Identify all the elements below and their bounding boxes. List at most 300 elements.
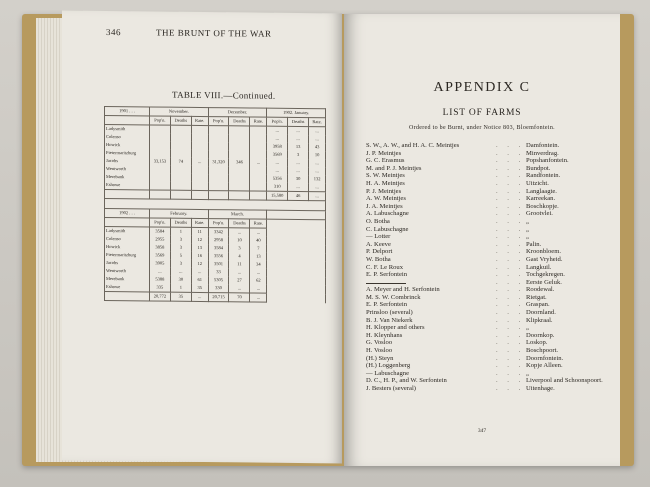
table-cell: ... [267, 126, 288, 135]
table-cell: 43 [309, 143, 326, 151]
table-cell: 3569 [149, 251, 170, 259]
table-place-name: Colenso [105, 235, 150, 243]
farm-name: „ [526, 217, 529, 225]
table-total-cell: ... [309, 192, 326, 201]
farm-name: Karreekan. [526, 195, 556, 203]
leader-dots: . . . [496, 362, 525, 370]
table-cell: 27 [229, 276, 250, 284]
farm-owner: (H.) Loggenberg [366, 362, 411, 370]
table-cell: 62 [250, 277, 267, 285]
table-cell [170, 174, 191, 182]
table-cell [250, 126, 267, 135]
table-cell: 61 [191, 276, 208, 284]
table-column-header: Deaths [229, 117, 250, 126]
table-cell [149, 165, 170, 173]
table-cell [229, 150, 250, 158]
table-cell [170, 134, 191, 142]
farm-owner: Prinsloo (several) [366, 309, 413, 317]
table-cell [191, 182, 208, 191]
farm-list-item [366, 256, 616, 264]
table-caption: TABLE VIII.—Continued. [172, 89, 276, 101]
farm-owner: C. F. Le Roux [366, 263, 404, 271]
table-place-name: Merebank [105, 173, 150, 181]
leader-dots: . . . [496, 278, 525, 286]
table-cell: ... [191, 158, 208, 166]
leader-dots: . . . [496, 369, 525, 377]
table-place-name: Jacobs [105, 157, 150, 165]
table-cell: 4 [229, 252, 250, 260]
table-column-header: Rate. [250, 117, 267, 126]
table-cell: 40 [250, 237, 267, 245]
table-cell [229, 142, 250, 150]
leader-dots: . . . [496, 271, 525, 279]
farm-owner: P. Delport [366, 248, 393, 256]
table-cell: ... [267, 167, 288, 175]
farm-name: Langkuil. [526, 263, 552, 271]
table-year-cell: 1901 . . . [105, 106, 150, 115]
table-cell [149, 125, 170, 134]
table-column-header: Rate. [191, 116, 208, 125]
farm-owner: — Lotter [366, 233, 391, 241]
table-cell: ... [288, 183, 309, 192]
table-cell: 13 [288, 143, 309, 151]
table-cell: ... [309, 159, 326, 167]
table-cell: ... [229, 284, 250, 293]
table-cell: 3584 [149, 227, 170, 236]
table-total-cell [208, 191, 229, 200]
leader-dots: . . . [496, 233, 525, 241]
table-cell: 74 [170, 158, 191, 166]
table-cell: ... [309, 135, 326, 143]
table-cell: 132 [309, 175, 326, 183]
farm-list-item [366, 294, 616, 302]
table-cell [250, 143, 267, 151]
table-cell: 5 [170, 252, 191, 260]
running-head [98, 26, 338, 39]
farm-list-item [366, 385, 616, 393]
table-cell: ... [288, 159, 309, 167]
farm-list-item [366, 347, 616, 355]
farm-list-item [366, 355, 616, 363]
table-cell: 3858 [149, 243, 170, 251]
table-cell [250, 135, 267, 143]
page-number: 346 [106, 26, 121, 38]
table-cell: ... [191, 268, 208, 276]
table-cell [170, 150, 191, 158]
table-cell: 16 [191, 252, 208, 260]
farm-list-item [366, 301, 616, 309]
farm-name: „ [526, 233, 529, 241]
farm-name: Tochgekregen. [526, 271, 565, 279]
table-cell: 2955 [149, 235, 170, 243]
farm-name: Bundpot. [526, 164, 551, 172]
leader-dots: . . . [496, 187, 525, 195]
table-cell: 3501 [208, 260, 229, 268]
running-head-title: THE BRUNT OF THE WAR [156, 27, 272, 39]
table-cell: 3 [170, 236, 191, 244]
farm-list-item [366, 264, 616, 272]
table-cell [105, 115, 150, 124]
table-cell: 11 [191, 227, 208, 236]
leader-dots: . . . [496, 195, 525, 203]
table-cell [208, 126, 229, 135]
table-total-cell: 70 [229, 293, 250, 302]
leader-dots: . . . [496, 164, 525, 172]
farm-owner: J. Besters (several) [366, 385, 416, 392]
leader-dots: . . . [496, 157, 525, 165]
table-cell [208, 150, 229, 158]
table-total-cell: 35 [170, 292, 191, 301]
folio: 347 [477, 428, 487, 434]
farm-name: Grootvlei. [526, 210, 553, 218]
table-place-name: Merebank [105, 275, 150, 283]
table-cell: 13 [250, 253, 267, 261]
farm-owner: J. P. Meintjes [366, 149, 402, 157]
farm-list [366, 142, 616, 393]
farm-list-item [366, 324, 616, 332]
table-cell: ... [288, 126, 309, 135]
table-cell [229, 174, 250, 182]
farm-name: Minverdrag. [526, 149, 559, 157]
farm-name: Kopje Alleen. [526, 362, 563, 370]
table-cell: 3584 [208, 244, 229, 252]
table-cell [208, 142, 229, 150]
farm-owner [366, 279, 406, 284]
farm-list-item [366, 233, 616, 241]
farm-list-item [366, 370, 616, 378]
table-place-name: Pietermaritzburg [105, 149, 150, 157]
farm-owner: E. P. Serfontein [366, 271, 408, 279]
table-total-row [105, 291, 326, 302]
table-cell: 335 [149, 283, 170, 292]
table-cell [250, 183, 267, 192]
farm-name: Uitzicht. [526, 179, 549, 187]
table-cell [229, 166, 250, 174]
farm-name: Klipkraal. [526, 316, 553, 324]
farm-owner: H. Klopper and others [366, 324, 425, 332]
table-cell [250, 151, 267, 159]
table-place-name: Jacobs [105, 259, 150, 267]
farm-list-item [366, 142, 616, 150]
leader-dots: . . . [496, 385, 525, 392]
leader-dots: . . . [496, 316, 525, 324]
table-column-header: Deaths [170, 218, 191, 227]
leader-dots: . . . [496, 309, 525, 317]
farm-owner: S. W., A. W., and H. A. C. Meintjes [366, 142, 460, 149]
table-column-header: Pop'n. [149, 218, 170, 227]
table-column-header: Pop'n. [208, 219, 229, 228]
table-cell: 7 [250, 245, 267, 253]
table-cell [191, 125, 208, 134]
leader-dots: . . . [496, 142, 525, 149]
table-cell: 5356 [267, 175, 288, 183]
table-cell: 33 [208, 268, 229, 276]
farm-name: „ [526, 369, 529, 377]
leader-dots: . . . [496, 324, 525, 332]
table-column-header: Rate. [309, 118, 326, 127]
table-column-header: Pop'n. [267, 117, 288, 126]
table-place-name: Eshowe [105, 283, 150, 292]
leader-dots: . . . [496, 149, 525, 157]
table-cell: 5388 [149, 275, 170, 283]
leader-dots: . . . [496, 202, 525, 210]
farm-owner: A. Labuschagne [366, 210, 409, 218]
table-cell [208, 182, 229, 191]
table-cell: 10 [229, 236, 250, 244]
table-month-header: November. [149, 107, 208, 117]
table-total-cell: 20,715 [208, 293, 229, 302]
farm-list-item [366, 195, 616, 203]
farm-name: Langlaagte. [526, 187, 557, 195]
farm-owner: H. A. Meintjes [366, 179, 405, 187]
table-cell: ... [149, 267, 170, 275]
farm-list-item [366, 218, 616, 226]
table-cell: 1 [170, 284, 191, 293]
leader-dots: . . . [496, 377, 525, 385]
farm-name: Doornland. [526, 309, 556, 317]
farm-owner: D. C., H. P., and W. Serfontein [366, 377, 447, 385]
list-title: LIST OF FARMS [442, 108, 522, 118]
table-cell [208, 174, 229, 182]
ordered-line: Ordered to be Burnt, under Notice 803, Bloemfontein. [409, 125, 555, 131]
farm-list-item [366, 377, 616, 385]
farm-list-item [366, 210, 616, 218]
table-cell [149, 141, 170, 149]
farm-name: Roodewal. [526, 286, 555, 294]
table-place-name: Ladysmith [105, 124, 150, 133]
farm-owner: (H.) Steyn [366, 354, 394, 362]
table-column-header: Pop'n. [149, 116, 170, 125]
table-cell: 3 [170, 260, 191, 268]
farm-name: „ [526, 225, 529, 233]
table-total-cell [250, 191, 267, 200]
table-cell: ... [267, 135, 288, 143]
appendix-title: APPENDIX C [433, 80, 531, 95]
table-total-cell: ... [191, 292, 208, 301]
leader-dots: . . . [496, 301, 525, 309]
table-place-name: Wentworth [105, 267, 150, 275]
farm-name: Graspan. [526, 301, 550, 309]
farm-list-item [366, 172, 616, 180]
farm-list-item [366, 317, 616, 325]
table-cell: 1 [170, 227, 191, 236]
table-place-name: Howick [105, 243, 150, 251]
table-cell [105, 189, 150, 198]
farm-owner: G. C. Erasmus [366, 157, 405, 165]
right-page [344, 14, 620, 466]
table-cell [149, 173, 170, 181]
table-cell: 330 [208, 284, 229, 293]
table-cell [250, 175, 267, 183]
table-cell [229, 126, 250, 135]
table-cell: ... [288, 135, 309, 143]
table-cell: ... [309, 167, 326, 175]
leader-dots: . . . [496, 263, 525, 271]
table-year-cell: 1902 . . . [105, 208, 150, 217]
farm-owner: A. Keeve [366, 240, 391, 248]
table-total-cell [149, 190, 170, 199]
farm-owner: A. Meyer and H. Serfontein [366, 286, 440, 294]
table-month-header: March. [208, 210, 267, 220]
farm-owner: G. Vosloo [366, 339, 393, 347]
table-month-header: February. [149, 209, 208, 219]
table-cell [105, 291, 150, 300]
table-cell [191, 150, 208, 158]
table-cell: ... [309, 127, 326, 136]
table-cell: ... [250, 285, 267, 294]
table-cell [250, 167, 267, 175]
farm-list-item [366, 362, 616, 370]
table-month-header: 1902. January. [267, 108, 326, 118]
farm-name: Doornkop. [526, 331, 555, 339]
table-column-header: Rate. [191, 218, 208, 227]
farm-list-item [366, 271, 616, 279]
table-cell: 3556 [208, 252, 229, 260]
table-cell: 12 [191, 236, 208, 244]
leader-dots: . . . [496, 255, 525, 263]
table-place-name: Pietermaritzburg [105, 251, 150, 259]
table-place-name: Eshowe [105, 181, 150, 190]
table-cell [149, 181, 170, 190]
table-cell: 35 [191, 284, 208, 293]
table-cell [191, 142, 208, 150]
leader-dots: . . . [496, 286, 525, 294]
table-place-name: Wentworth [105, 165, 150, 173]
table-cell: 3905 [149, 259, 170, 267]
leader-dots: . . . [496, 248, 525, 256]
farm-list-item [366, 332, 616, 340]
table-month-header: December. [208, 108, 267, 118]
table-cell [229, 134, 250, 142]
farm-owner: H. Kleynhans [366, 331, 403, 339]
table-cell: ... [250, 269, 267, 277]
table-cell [170, 142, 191, 150]
table-total-cell [229, 191, 250, 200]
farm-name: Palin. [526, 240, 542, 248]
farm-list-item [366, 165, 616, 173]
farm-list-item [366, 286, 616, 294]
farm-name: Randfontein. [526, 172, 561, 180]
farm-name: Kroonbloem. [526, 248, 561, 256]
table-cell [170, 125, 191, 134]
farm-name: Boschkopje. [526, 202, 559, 210]
table-cell: 5305 [208, 276, 229, 284]
table-place-name: Colenso [105, 133, 150, 141]
table-cell [170, 166, 191, 174]
table-cell: ... [250, 159, 267, 167]
farm-name: Boschpoort. [526, 347, 559, 355]
table-cell: 3 [229, 244, 250, 252]
table-cell: ... [309, 183, 326, 192]
leader-dots: . . . [496, 210, 525, 218]
table-cell: 3342 [208, 228, 229, 237]
farm-list-item [366, 248, 616, 256]
table-total-cell: 20,772 [149, 292, 170, 301]
farm-owner: J. A. Meintjes [366, 202, 403, 210]
farm-name: Doornfontein. [526, 354, 564, 362]
table-cell [191, 134, 208, 142]
leader-dots: . . . [496, 339, 525, 347]
table-cell: ... [229, 268, 250, 276]
farm-name: Rietgat. [526, 293, 547, 301]
table-cell: 31,320 [208, 158, 229, 166]
farm-name: Eerste Geluk. [526, 278, 562, 286]
left-page [62, 11, 342, 464]
table-cell [229, 182, 250, 191]
table-cell: 3 [288, 151, 309, 159]
leader-dots: . . . [496, 217, 525, 225]
farm-name: Loskop. [526, 339, 548, 347]
table-cell: ... [288, 167, 309, 175]
farm-list-item [366, 309, 616, 317]
table-cell [267, 293, 326, 303]
table-column-header: Rate. [250, 219, 267, 228]
farm-name: Damfontein. [526, 142, 560, 149]
leader-dots: . . . [496, 293, 525, 301]
table-total-cell: ... [250, 293, 267, 302]
farm-list-item [366, 157, 616, 165]
table-total-cell [191, 190, 208, 199]
farm-owner: M. S. W. Combrinck [366, 293, 421, 301]
table-cell: 33,153 [149, 157, 170, 165]
farm-list-item [366, 188, 616, 196]
farm-owner: C. Labuschagne [366, 225, 409, 233]
table-cell: ... [170, 268, 191, 276]
leader-dots: . . . [496, 331, 525, 339]
table-cell: 2958 [208, 236, 229, 244]
farm-name: Gast Vryheid. [526, 255, 563, 263]
table-total-cell: 15,580 [267, 191, 288, 200]
farm-name: Uitenhage. [526, 385, 555, 392]
leader-dots: . . . [496, 354, 525, 362]
farm-list-item [366, 150, 616, 158]
table-cell: 3958 [267, 143, 288, 151]
table-cell: 3 [170, 244, 191, 252]
farm-list-item [366, 180, 616, 188]
farm-owner: P. J. Meintjes [366, 187, 402, 195]
farm-name: „ [526, 324, 529, 332]
table-cell: ... [229, 228, 250, 237]
table-cell: 11 [229, 260, 250, 268]
table-place-name: Ladysmith [105, 226, 150, 235]
table-total-cell [170, 190, 191, 199]
farm-owner: W. Botha [366, 255, 391, 263]
farm-owner: A. W. Meintjes [366, 195, 406, 203]
farm-list-item [366, 226, 616, 234]
table-column-header: Deaths [288, 117, 309, 126]
farm-list-item [366, 279, 616, 287]
table-column-header: Deaths [170, 116, 191, 125]
table-cell: ... [250, 228, 267, 237]
leader-dots: . . . [496, 179, 525, 187]
table-cell: 30 [170, 276, 191, 284]
farm-owner: H. Vosloo [366, 347, 393, 355]
table-cell [105, 217, 150, 226]
table-viii [104, 106, 326, 303]
farm-owner: S. W. Meintjes [366, 172, 405, 180]
table-cell [208, 166, 229, 174]
table-cell: 30 [288, 175, 309, 183]
table-cell [149, 149, 170, 157]
farm-owner: B. J. Van Niekerk [366, 316, 413, 324]
farm-owner: E. P. Serfontein [366, 301, 408, 309]
table-cell: ... [267, 159, 288, 167]
farm-name: Popshanfontein. [526, 157, 569, 165]
farm-owner: — Labuschagne [366, 369, 410, 377]
table-cell: 346 [229, 158, 250, 166]
table-place-name: Howick [105, 141, 150, 149]
farm-name: Liverpool and Schoonspoort. [526, 377, 603, 385]
